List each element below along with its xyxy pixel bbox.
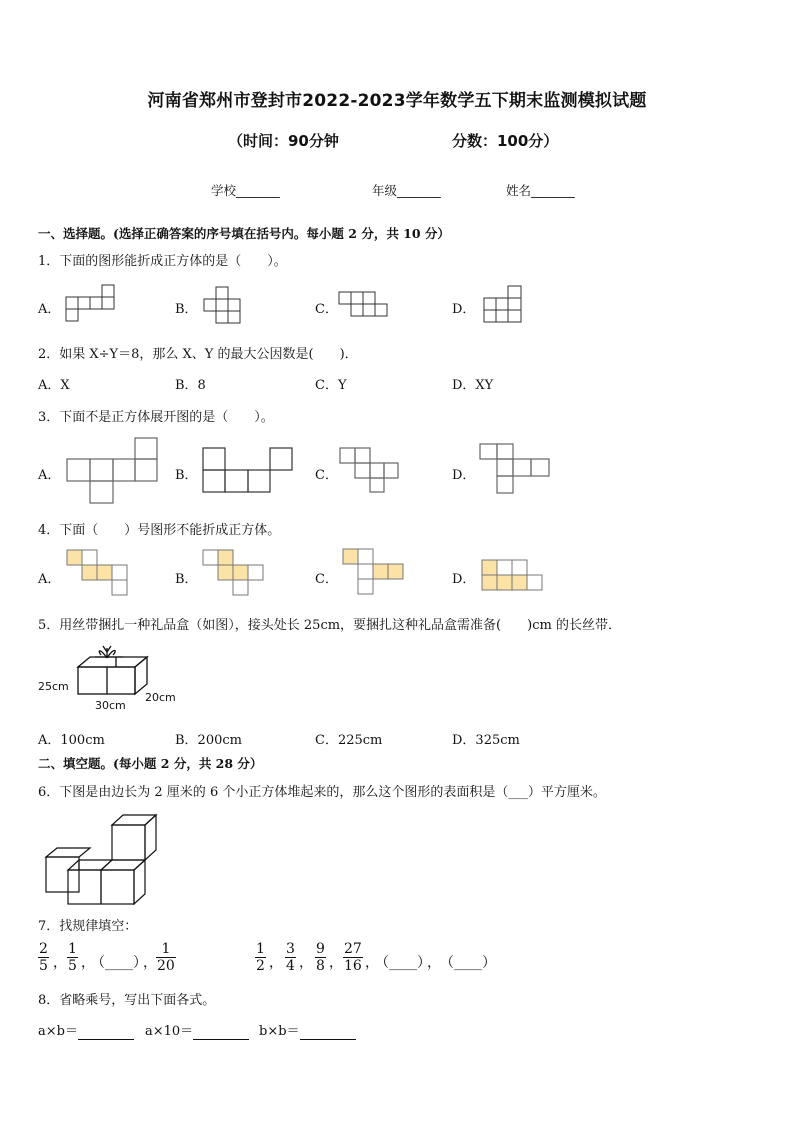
q3-option-b[interactable]: B． [175, 468, 198, 483]
q4-option-b[interactable]: B． [175, 572, 198, 587]
answer-blank[interactable]: （____） [375, 955, 431, 971]
q2-option-c[interactable]: C．Y [315, 378, 347, 393]
school-field[interactable]: 学校_______ [211, 183, 280, 198]
q5-option-a[interactable]: A．100cm [38, 733, 105, 748]
question-7: 7．找规律填空： [38, 919, 138, 934]
comma: ， [143, 955, 157, 971]
fraction: $\frac{3}{4}$ [286, 941, 295, 974]
section-heading-fill: 二、填空题。(每小题 2 分，共 28 分） [38, 756, 263, 771]
q1-net-c [339, 292, 387, 316]
question-8: 8．省略乘号，写出下面各式。 [38, 993, 216, 1008]
comma: ， [427, 955, 441, 971]
q5-option-b[interactable]: B．200cm [175, 733, 242, 748]
q8-item-3: b×b＝ [259, 1020, 356, 1040]
q3-net-d [480, 444, 549, 493]
gift-box [78, 646, 147, 694]
q4-option-d[interactable]: D． [452, 572, 476, 587]
q1-net-a [66, 285, 114, 321]
fraction: $\frac{1}{2}$ [256, 941, 265, 974]
question-1: 1．下面的图形能折成正方体的是（ ）。 [38, 254, 287, 269]
q3-net-b [203, 448, 292, 492]
grade-field[interactable]: 年级_______ [372, 183, 441, 198]
q5-option-c[interactable]: C．225cm [315, 733, 383, 748]
name-field[interactable]: 姓名_______ [506, 183, 575, 198]
q8-item-1: a×b＝ [38, 1020, 134, 1040]
question-4: 4．下面（ ）号图形不能折成正方体。 [38, 523, 281, 538]
q3-option-a[interactable]: A． [38, 468, 61, 483]
comma: ， [269, 955, 283, 971]
answer-blank[interactable] [300, 1024, 356, 1040]
q1-net-d [484, 286, 521, 322]
section-heading-choice: 一、选择题。(选择正确答案的序号填在括号内。每小题 2 分，共 10 分） [38, 226, 450, 241]
answer-blank[interactable]: （____） [91, 955, 147, 971]
cube-stack [46, 815, 156, 904]
question-2: 2．如果 X÷Y＝8，那么 X、Y 的最大公因数是( )． [38, 347, 358, 362]
q1-option-a[interactable]: A． [38, 302, 61, 317]
question-3: 3．下面不是正方体展开图的是（ ）。 [38, 410, 274, 425]
q4-option-a[interactable]: A． [38, 572, 61, 587]
page-title: 河南省郑州市登封市2022-2023学年数学五下期末监测模拟试题 [147, 91, 647, 111]
question-6: 6．下图是由边长为 2 厘米的 6 个小正方体堆起来的，那么这个图形的表面积是（___）平方厘米。 [38, 785, 606, 800]
comma: ， [329, 955, 343, 971]
exam-time: （时间：90分钟 [228, 132, 339, 150]
q1-option-d[interactable]: D． [452, 302, 476, 317]
fraction: $\frac{27}{16}$ [344, 941, 362, 974]
q4-net-c [343, 549, 403, 594]
q4-net-b [203, 550, 263, 595]
comma: ， [81, 955, 95, 971]
comma: ， [53, 955, 67, 971]
q1-option-c[interactable]: C． [315, 302, 338, 317]
q1-net-b [204, 287, 240, 323]
q4-net-d [482, 560, 542, 590]
q5-option-d[interactable]: D．325cm [452, 733, 520, 748]
box-height-label: 25cm [38, 680, 69, 693]
fraction: $\frac{1}{5}$ [68, 941, 77, 974]
q1-option-b[interactable]: B． [175, 302, 198, 317]
exam-score: 分数：100分） [452, 132, 559, 150]
comma: ， [299, 955, 313, 971]
q2-option-a[interactable]: A．X [38, 378, 70, 393]
answer-blank[interactable]: （____） [440, 955, 496, 971]
q3-option-d[interactable]: D． [452, 468, 476, 483]
q2-option-d[interactable]: D．XY [452, 378, 494, 393]
q3-option-c[interactable]: C． [315, 468, 338, 483]
question-5: 5．用丝带捆扎一种礼品盒（如图），接头处长 25cm，要捆扎这种礼品盒需准备( )cm 的长丝带． [38, 618, 621, 633]
q3-net-a [67, 438, 157, 503]
q4-option-c[interactable]: C． [315, 572, 338, 587]
answer-blank[interactable] [193, 1024, 249, 1040]
q3-net-c [340, 448, 398, 492]
q4-net-a [67, 550, 127, 595]
box-width-label: 20cm [145, 691, 176, 704]
fraction: $\frac{2}{5}$ [39, 941, 48, 974]
box-length-label: 30cm [95, 699, 126, 712]
comma: ， [365, 955, 379, 971]
fraction: $\frac{9}{8}$ [316, 941, 325, 974]
answer-blank[interactable] [78, 1024, 134, 1040]
q8-item-2: a×10＝ [145, 1020, 249, 1040]
q2-option-b[interactable]: B．8 [175, 378, 206, 393]
fraction: $\frac{1}{20}$ [157, 941, 175, 974]
